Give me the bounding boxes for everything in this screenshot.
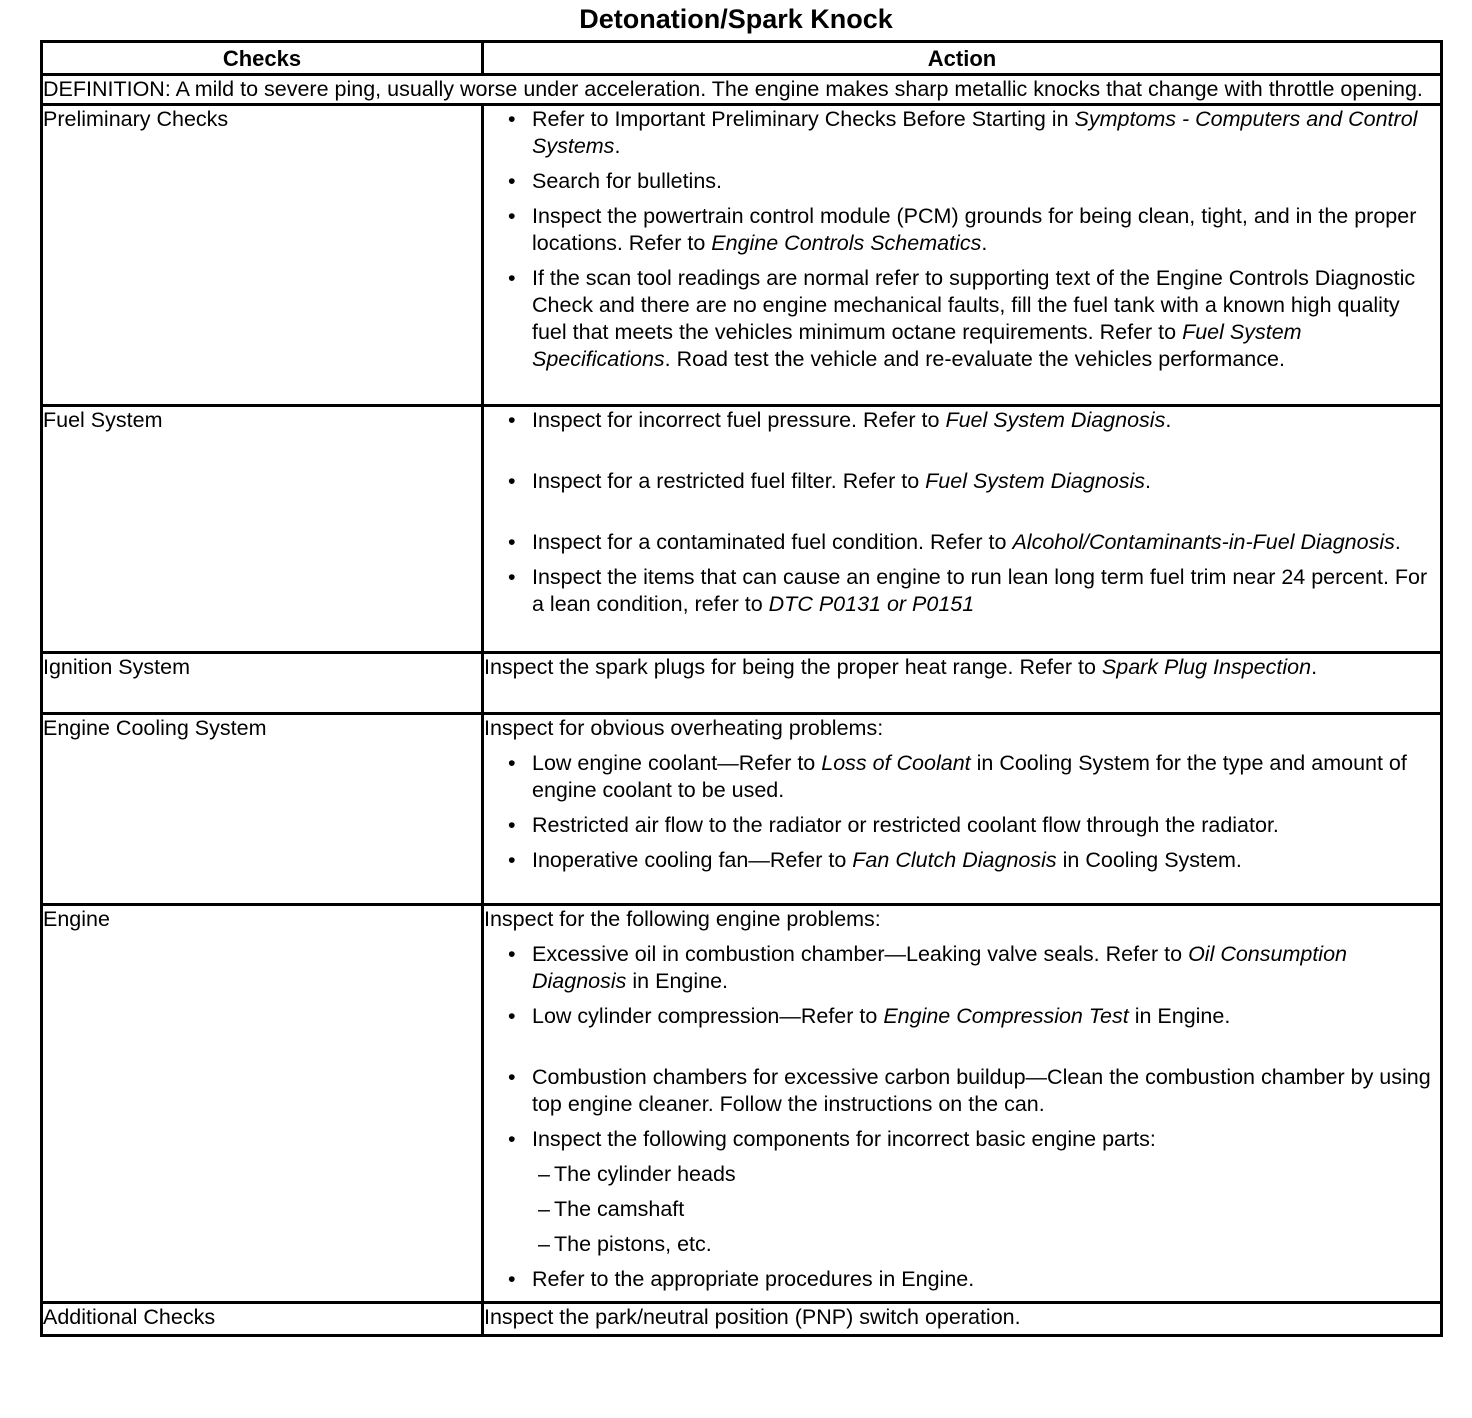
list-item: • Refer to the appropriate procedures in Engine. — [484, 1266, 1440, 1293]
action-header: Action — [483, 42, 1442, 75]
action-cell — [483, 406, 1442, 653]
check-label: Additional Checks — [42, 1303, 483, 1336]
list-item: • Combustion chambers for excessive carbon buildup—Clean the combustion chamber by using top engine cleaner. Follow the instructions on the can. — [484, 1064, 1440, 1118]
reference-link: Fuel System Diagnosis — [945, 408, 1166, 432]
list-item: • Inoperative cooling fan—Refer to Fan Clutch Diagnosis in Cooling System. — [484, 847, 1440, 874]
table-row — [42, 653, 1442, 714]
reference-link: Loss of Coolant — [821, 751, 971, 775]
list-item: • Low cylinder compression—Refer to Engine Compression Test in Engine. — [484, 1003, 1440, 1030]
list-item: • Inspect for incorrect fuel pressure. Refer to Fuel System Diagnosis. — [484, 407, 1440, 434]
sub-list-item: – The cylinder heads — [484, 1161, 1440, 1188]
reference-link: DTC P0131 or P0151 — [768, 592, 975, 616]
action-cell — [483, 714, 1442, 905]
reference-link: Engine Compression Test — [883, 1004, 1129, 1028]
table-row — [42, 714, 1442, 905]
list-item: • Inspect for a restricted fuel filter. Refer to Fuel System Diagnosis. — [484, 468, 1440, 495]
list-item: • Inspect the powertrain control module (PCM) grounds for being clean, tight, and in the proper locations. Refer to Engine Controls Schematics. — [484, 203, 1440, 257]
list-item: • Excessive oil in combustion chamber—Leaking valve seals. Refer to Oil Consumption Diagnosis in Engine. — [484, 941, 1440, 995]
table-row — [42, 105, 1442, 406]
table-row — [42, 406, 1442, 653]
action-intro: Inspect for the following engine problems: — [484, 907, 881, 931]
table-row — [42, 1303, 1442, 1336]
diagnostic-table — [40, 40, 1443, 1337]
checks-header: Checks — [42, 42, 483, 75]
check-label: Engine Cooling System — [42, 714, 483, 905]
list-item: • Inspect the following components for incorrect basic engine parts: — [484, 1126, 1440, 1153]
sub-list-item: – The pistons, etc. — [484, 1231, 1440, 1258]
action-intro: Inspect for obvious overheating problems: — [484, 716, 884, 740]
reference-link: Spark Plug Inspection — [1101, 655, 1312, 679]
header-row — [42, 42, 1442, 75]
reference-link: Engine Controls Schematics — [711, 231, 982, 255]
list-item: • Inspect the items that can cause an engine to run lean long term fuel trim near 24 percent. For a lean condition, refer to DTC P0131 or P0151 — [484, 564, 1440, 618]
check-label: Fuel System — [42, 406, 483, 653]
definition-row — [42, 75, 1442, 105]
action-cell — [483, 905, 1442, 1303]
reference-link: Alcohol/Contaminants-in-Fuel Diagnosis — [1012, 530, 1395, 554]
reference-link: Fuel System Specifications — [532, 320, 1302, 371]
action-cell — [483, 105, 1442, 406]
definition-text: DEFINITION: A mild to severe ping, usually worse under acceleration. The engine makes sharp metallic knocks that change with throttle opening. — [42, 75, 1442, 105]
list-item: • Low engine coolant—Refer to Loss of Coolant in Cooling System for the type and amount of engine coolant to be used. — [484, 750, 1440, 804]
check-label: Preliminary Checks — [42, 105, 483, 406]
action-cell: Inspect the park/neutral position (PNP) switch operation. — [483, 1303, 1442, 1336]
table-row — [42, 905, 1442, 1303]
sub-list-item: – The camshaft — [484, 1196, 1440, 1223]
list-item: • Restricted air flow to the radiator or restricted coolant flow through the radiator. — [484, 812, 1440, 839]
check-label: Ignition System — [42, 653, 483, 714]
list-item: • Refer to Important Preliminary Checks Before Starting in Symptoms - Computers and Control Systems. — [484, 106, 1440, 160]
reference-link: Fan Clutch Diagnosis — [852, 848, 1057, 872]
list-item: • Inspect for a contaminated fuel condition. Refer to Alcohol/Contaminants-in-Fuel Diagnosis. — [484, 529, 1440, 556]
list-item: • If the scan tool readings are normal refer to supporting text of the Engine Controls Diagnostic Check and there are no engine mechanical faults, fill the fuel tank with a known high quality fuel that meets the vehicles minimum octane requirements. Refer to Fuel System Specifications. Road test the vehicle and re-evaluate the vehicles performance. — [484, 265, 1440, 373]
check-label: Engine — [42, 905, 483, 1303]
page-title: Detonation/Spark Knock — [579, 4, 893, 34]
reference-link: Oil Consumption Diagnosis — [532, 942, 1347, 993]
reference-link: Fuel System Diagnosis — [925, 469, 1146, 493]
action-cell: Inspect the spark plugs for being the proper heat range. Refer to Spark Plug Inspection. — [483, 653, 1442, 714]
reference-link: Symptoms - Computers and Control Systems — [532, 107, 1418, 158]
list-item: • Search for bulletins. — [484, 168, 1440, 195]
